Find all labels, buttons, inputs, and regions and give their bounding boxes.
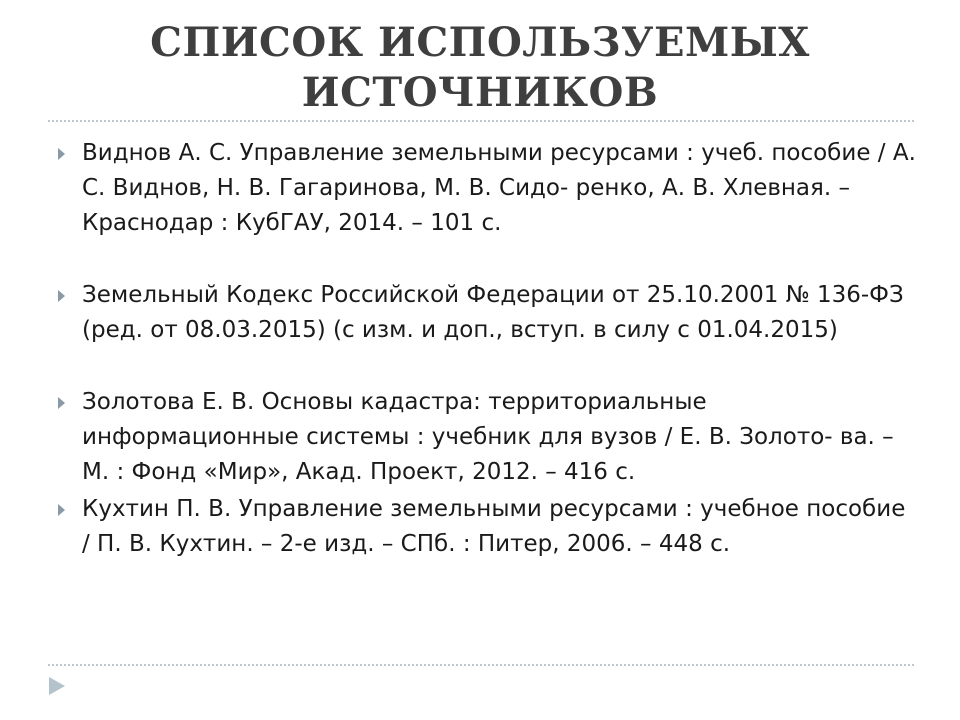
triangle-bullet-icon <box>58 397 65 409</box>
slide-title-line-1: СПИСОК ИСПОЛЬЗУЕМЫХ <box>150 19 810 66</box>
reference-list <box>58 136 918 562</box>
reference-item <box>58 136 918 241</box>
slide-title-line-2: ИСТОЧНИКОВ <box>301 69 659 116</box>
play-triangle-icon[interactable] <box>46 675 68 697</box>
reference-item <box>58 385 918 490</box>
bottom-divider <box>48 664 914 666</box>
reference-text: Золотова Е. В. Основы кадастра: территориальные информационные системы : учебник для вузов / Е. В. Золото- ва. – М. : Фонд «Мир», Акад. Проект, 2012. – 416 с. <box>82 389 894 485</box>
reference-item <box>58 278 918 348</box>
triangle-bullet-icon <box>58 504 65 516</box>
reference-text: Кухтин П. В. Управление земельными ресурсами : учебное пособие / П. В. Кухтин. – 2-е изд. – СПб. : Питер, 2006. – 448 с. <box>82 496 906 557</box>
reference-item <box>58 492 918 562</box>
slide-title <box>40 18 920 118</box>
triangle-bullet-icon <box>58 290 65 302</box>
reference-text: Виднов А. С. Управление земельными ресурсами : учеб. пособие / А. С. Виднов, Н. В. Гагаринова, М. В. Сидо- ренко, А. В. Хлевная. – Краснодар : КубГАУ, 2014. – 101 с. <box>82 140 916 236</box>
reference-text: Земельный Кодекс Российской Федерации от 25.10.2001 № 136-ФЗ (ред. от 08.03.2015) (с изм. и доп., вступ. в силу с 01.04.2015) <box>82 282 904 343</box>
top-divider <box>48 120 914 122</box>
triangle-bullet-icon <box>58 148 65 160</box>
